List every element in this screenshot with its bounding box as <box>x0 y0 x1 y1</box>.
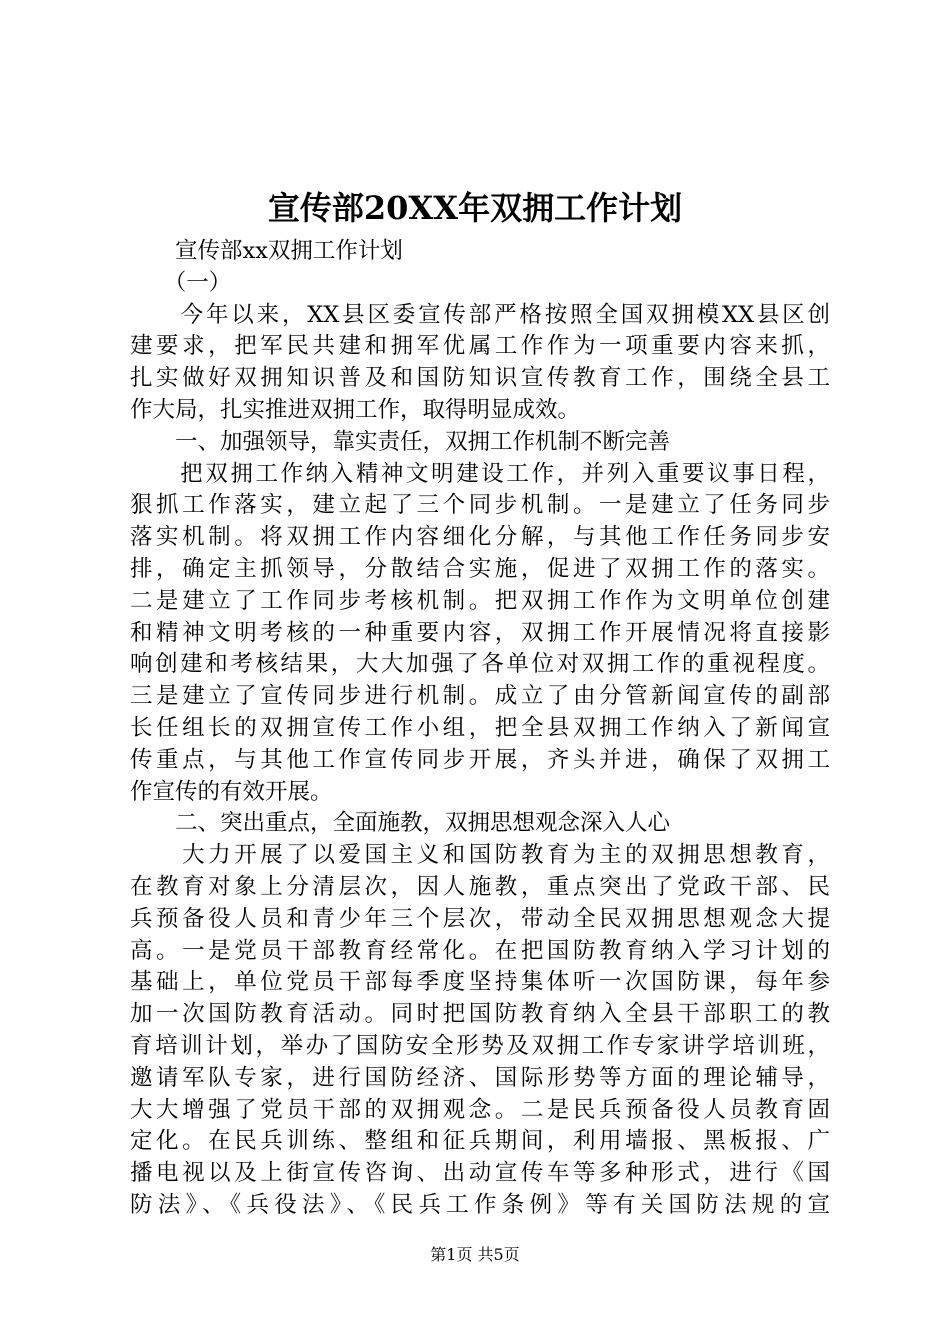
body-line: 响创建和考核结果，大大加强了各单位对双拥工作的重视程度。 <box>130 651 830 678</box>
body-line: 播电视以及上街宣传咨询、出动宣传车等多种形式，进行《国 <box>130 1160 830 1187</box>
body-line: 高。一是党员干部教育经常化。在把国防教育纳入学习计划的 <box>130 937 830 964</box>
body-line: 二是建立了工作同步考核机制。把双拥工作作为文明单位创建 <box>130 587 830 614</box>
body-line: 邀请军队专家，进行国防经济、国际形势等方面的理论辅导， <box>130 1064 830 1091</box>
body-line: 二、突出重点，全面施教，双拥思想观念深入人心 <box>130 810 671 837</box>
body-line: 作大局，扎实推进双拥工作，取得明显成效。 <box>130 396 581 423</box>
body-line: 三是建立了宣传同步进行机制。成立了由分管新闻宣传的副部 <box>130 683 830 710</box>
body-line: 扎实做好双拥知识普及和国防知识宣传教育工作，围绕全县工 <box>130 365 830 392</box>
body-line: 大力开展了以爱国主义和国防教育为主的双拥思想教育， <box>130 842 830 869</box>
body-line: 作宣传的有效开展。 <box>130 778 333 805</box>
body-line: 狠抓工作落实，建立起了三个同步机制。一是建立了任务同步 <box>130 492 830 519</box>
document-title: 宣传部20XX年双拥工作计划 <box>267 189 683 227</box>
body-line: 兵预备役人员和青少年三个层次，带动全民双拥思想观念大提 <box>130 905 830 932</box>
body-line: 加一次国防教育活动。同时把国防教育纳入全县干部职工的教 <box>130 1001 830 1028</box>
body-line: 宣传部xx双拥工作计划 <box>130 238 403 264</box>
body-line: 定化。在民兵训练、整组和征兵期间，利用墙报、黑板报、广 <box>130 1128 830 1155</box>
body-line: 一、加强领导，靠实责任，双拥工作机制不断完善 <box>130 428 671 455</box>
body-line: 排，确定主抓领导，分散结合实施，促进了双拥工作的落实。 <box>130 555 830 582</box>
body-line: 大大增强了党员干部的双拥观念。二是民兵预备役人员教育固 <box>130 1096 830 1123</box>
body-line: 和精神文明考核的一种重要内容，双拥工作开展情况将直接影 <box>130 619 830 646</box>
body-line: 防法》、《兵役法》、《民兵工作条例》等有关国防法规的宣 <box>130 1191 830 1218</box>
body-line: 把双拥工作纳入精神文明建设工作，并列入重要议事日程， <box>130 460 830 487</box>
body-line: 今年以来，XX县区委宣传部严格按照全国双拥模XX县区创 <box>130 301 830 328</box>
body-line: （一） <box>130 269 232 296</box>
page-footer: 第1页 共5页 <box>430 1245 520 1264</box>
document-body <box>130 236 830 1222</box>
body-line: 基础上，单位党员干部每季度坚持集体听一次国防课，每年参 <box>130 969 830 996</box>
body-line: 传重点，与其他工作宣传同步开展，齐头并进，确保了双拥工 <box>130 746 830 773</box>
body-line: 育培训计划，举办了国防安全形势及双拥工作专家讲学培训班， <box>130 1032 830 1059</box>
body-line: 建要求，把军民共建和拥军优属工作作为一项重要内容来抓， <box>130 333 830 360</box>
body-line: 在教育对象上分清层次，因人施教，重点突出了党政干部、民 <box>130 873 830 900</box>
body-line: 长任组长的双拥宣传工作小组，把全县双拥工作纳入了新闻宣 <box>130 714 830 741</box>
body-line: 落实机制。将双拥工作内容细化分解，与其他工作任务同步安 <box>130 524 830 551</box>
